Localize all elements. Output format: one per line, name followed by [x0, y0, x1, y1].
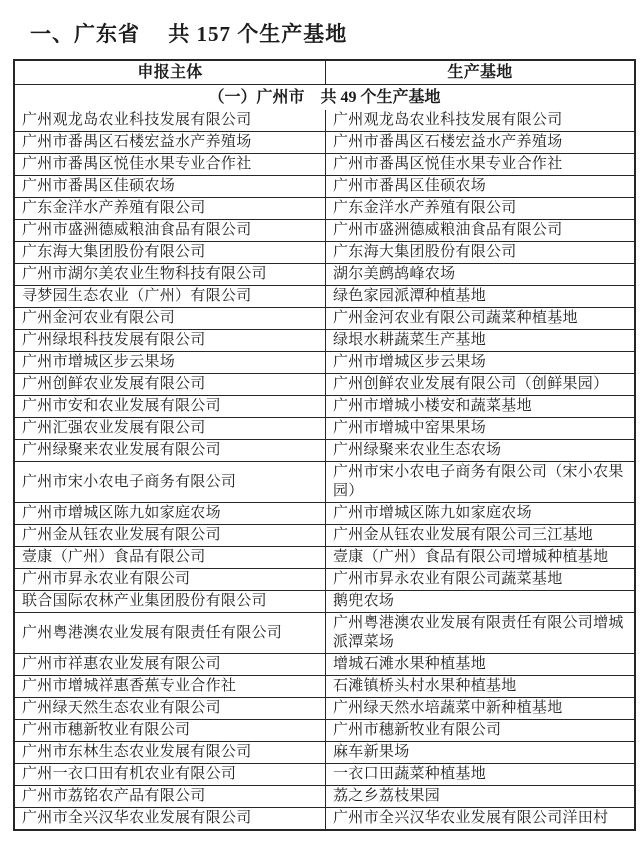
subject-cell: 广州市盛洲德威粮油食品有限公司: [15, 220, 326, 241]
table-row: [15, 285, 634, 307]
base-cell: 广州市增城小楼安和蔬菜基地: [333, 398, 532, 414]
table-row: [15, 439, 634, 461]
subject-cell: 广州一衣口田有机农业有限公司: [15, 764, 326, 785]
subject-cell: 广州市番禺区佳硕农场: [15, 176, 326, 197]
subject-cell: 广州市番禺区悦佳水果专业合作社: [15, 154, 326, 175]
base-cell: 广州绿天然水培蔬菜中新种植基地: [333, 700, 563, 716]
section-header-guangzhou: （一）广州市 共 49 个生产基地: [15, 84, 634, 110]
base-cell: 广州市番禺区石楼宏益水产养殖场: [333, 134, 563, 150]
column-header-base: 生产基地: [447, 64, 513, 81]
base-cell: 麻车新果场: [333, 744, 410, 760]
subject-cell: 广州市增城祥惠香蕉专业合作社: [15, 676, 326, 697]
table-header-row: [15, 61, 634, 84]
base-cell: 广东海大集团股份有限公司: [333, 244, 517, 260]
table-row: [15, 307, 634, 329]
base-cell: 石滩镇桥头村水果种植基地: [333, 678, 517, 694]
base-cell: 广州绿聚来农业生态农场: [333, 442, 502, 458]
table-row: [15, 741, 634, 763]
base-cell: 绿垠水耕蔬菜生产基地: [333, 332, 487, 348]
subject-cell: 广州市番禺区石楼宏益水产养殖场: [15, 132, 326, 153]
table-row: [15, 546, 634, 568]
table-row: [15, 502, 634, 524]
subject-cell: 广州市穗新牧业有限公司: [15, 720, 326, 741]
table-row: [15, 417, 634, 439]
table-row: [15, 612, 634, 653]
table-row: [15, 241, 634, 263]
subject-cell: 广州市湖尔美农业生物科技有限公司: [15, 264, 326, 285]
base-cell: 广州市盛洲德威粮油食品有限公司: [333, 222, 563, 238]
base-cell: 荔之乡荔枝果园: [333, 788, 441, 804]
base-cell: 广州粤港澳农业发展有限责任有限公司增城派潭菜场: [333, 615, 624, 650]
table-row: [15, 785, 634, 807]
table-row: [15, 197, 634, 219]
subject-cell: 广州市增城区陈九如家庭农场: [15, 503, 326, 524]
base-cell: 绿色家园派潭种植基地: [333, 288, 487, 304]
subject-cell: 壹康（广州）食品有限公司: [15, 547, 326, 568]
table-row: [15, 568, 634, 590]
base-cell: 增城石滩水果种植基地: [333, 656, 487, 672]
base-cell: 广东金洋水产养殖有限公司: [333, 200, 517, 216]
subject-cell: 广州粤港澳农业发展有限责任有限公司: [15, 613, 326, 653]
table-row: [15, 697, 634, 719]
table-row: [15, 175, 634, 197]
production-base-table: [13, 59, 636, 831]
base-cell: 广州市番禺区悦佳水果专业合作社: [333, 156, 563, 172]
table-body: [15, 110, 634, 829]
subject-cell: 广东金洋水产养殖有限公司: [15, 198, 326, 219]
base-cell: 广州市番禺区佳硕农场: [333, 178, 487, 194]
base-cell: 鹅兜农场: [333, 593, 395, 609]
base-cell: 广州市全兴汉华农业发展有限公司洋田村: [333, 810, 609, 826]
subject-cell: 寻梦园生态农业（广州）有限公司: [15, 286, 326, 307]
table-row: [15, 590, 634, 612]
base-cell: 广州创鲜农业发展有限公司（创鲜果园）: [333, 376, 609, 392]
base-cell: 广州市宋小农电子商务有限公司（宋小农果园）: [333, 464, 624, 499]
table-row: [15, 807, 634, 829]
base-cell: 广州市穗新牧业有限公司: [333, 722, 502, 738]
table-row: [15, 110, 634, 131]
subject-cell: 广东海大集团股份有限公司: [15, 242, 326, 263]
table-row: [15, 373, 634, 395]
table-row: [15, 263, 634, 285]
column-header-subject: 申报主体: [15, 61, 326, 84]
base-cell: 一衣口田蔬菜种植基地: [333, 766, 487, 782]
table-row: [15, 329, 634, 351]
base-cell: 广州金河农业有限公司蔬菜种植基地: [333, 310, 578, 326]
subject-cell: 广州市增城区步云果场: [15, 352, 326, 373]
page-title: 一、广东省 共 157 个生产基地: [30, 22, 348, 46]
subject-cell: 广州市祥惠农业发展有限公司: [15, 654, 326, 675]
subject-cell: 广州金从钰农业发展有限公司: [15, 525, 326, 546]
table-row: [15, 153, 634, 175]
base-cell: 壹康（广州）食品有限公司增城种植基地: [333, 549, 609, 565]
base-cell: 广州观龙岛农业科技发展有限公司: [333, 112, 563, 128]
base-cell: 广州市昇永农业有限公司蔬菜基地: [333, 571, 563, 587]
subject-cell: 广州市宋小农电子商务有限公司: [15, 462, 326, 502]
base-cell: 广州金从钰农业发展有限公司三江基地: [333, 527, 594, 543]
table-row: [15, 763, 634, 785]
base-cell: 湖尔美鹧鸪峰农场: [333, 266, 456, 282]
table-row: [15, 524, 634, 546]
subject-cell: 广州创鲜农业发展有限公司: [15, 374, 326, 395]
subject-cell: 广州市安和农业发展有限公司: [15, 396, 326, 417]
base-cell: 广州市增城中窑果果场: [333, 420, 487, 436]
table-row: [15, 131, 634, 153]
subject-cell: 广州市全兴汉华农业发展有限公司: [15, 808, 326, 829]
subject-cell: 广州金河农业有限公司: [15, 308, 326, 329]
subject-cell: 广州绿聚来农业发展有限公司: [15, 440, 326, 461]
subject-cell: 广州市东林生态农业发展有限公司: [15, 742, 326, 763]
subject-cell: 广州市荔铭农产品有限公司: [15, 786, 326, 807]
subject-cell: 广州绿天然生态农业有限公司: [15, 698, 326, 719]
subject-cell: 广州汇强农业发展有限公司: [15, 418, 326, 439]
table-row: [15, 219, 634, 241]
base-cell: 广州市增城区步云果场: [333, 354, 487, 370]
table-row: [15, 461, 634, 502]
base-cell: 广州市增城区陈九如家庭农场: [333, 505, 532, 521]
table-row: [15, 351, 634, 373]
table-row: [15, 675, 634, 697]
table-row: [15, 653, 634, 675]
subject-cell: 广州观龙岛农业科技发展有限公司: [15, 110, 326, 131]
table-row: [15, 719, 634, 741]
subject-cell: 广州绿垠科技发展有限公司: [15, 330, 326, 351]
subject-cell: 联合国际农林产业集团股份有限公司: [15, 591, 326, 612]
subject-cell: 广州市昇永农业有限公司: [15, 569, 326, 590]
table-row: [15, 395, 634, 417]
